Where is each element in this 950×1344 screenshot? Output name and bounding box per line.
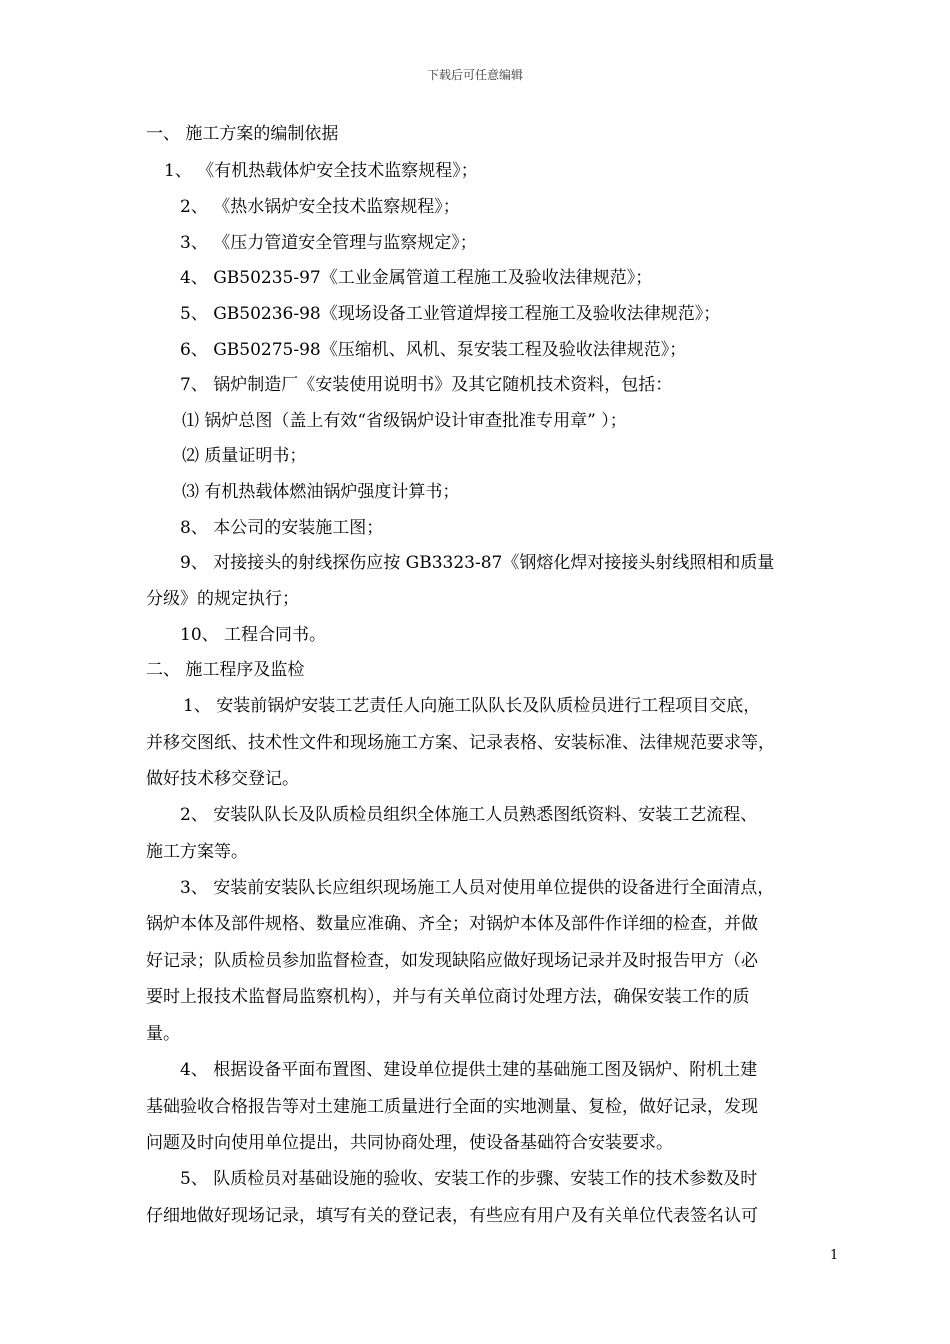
sub-list-item: ⑶ 有机热载体燃油锅炉强度计算书； bbox=[182, 482, 460, 502]
list-item: 7、 锅炉制造厂《安装使用说明书》及其它随机技术资料，包括： bbox=[180, 375, 673, 395]
paragraph-line: 2、 安装队队长及队质检员组织全体施工人员熟悉图纸资料、安装工艺流程、 bbox=[180, 805, 758, 825]
list-item: 9、 对接接头的射线探伤应按 GB3323-87《钢熔化焊对接接头射线照相和质量 bbox=[180, 553, 775, 573]
list-item: 5、 GB50236-98《现场设备工业管道焊接工程施工及验收法律规范》； bbox=[180, 304, 721, 324]
list-item: 10、 工程合同书。 bbox=[180, 625, 327, 645]
section-heading: 二、 施工程序及监检 bbox=[146, 660, 305, 680]
paragraph-line: 好记录；队质检员参加监督检查，如发现缺陷应做好现场记录并及时报告甲方（必 bbox=[146, 951, 758, 971]
paragraph-line: 基础验收合格报告等对土建施工质量进行全面的实地测量、复检，做好记录，发现 bbox=[146, 1097, 758, 1117]
paragraph-line: 锅炉本体及部件规格、数量应准确、齐全；对锅炉本体及部件作详细的检查，并做 bbox=[146, 914, 758, 934]
list-item: 6、 GB50275-98《压缩机、风机、泵安装工程及验收法律规范》； bbox=[180, 340, 687, 360]
list-item: 2、 《热水锅炉安全技术监察规程》； bbox=[180, 197, 460, 217]
paragraph-line: 3、 安装前安装队长应组织现场施工人员对使用单位提供的设备进行全面清点， bbox=[180, 878, 775, 898]
list-item: 8、 本公司的安装施工图； bbox=[180, 518, 384, 538]
paragraph-line: 要时上报技术监督局监察机构），并与有关单位商讨处理方法，确保安装工作的质 bbox=[146, 987, 750, 1007]
sub-list-item: ⑴ 锅炉总图（盖上有效“省级锅炉设计审查批准专用章” ）； bbox=[182, 411, 627, 431]
list-item: 3、 《压力管道安全管理与监察规定》； bbox=[180, 233, 477, 253]
list-item: 1、 《有机热载体炉安全技术监察规程》； bbox=[164, 161, 478, 181]
list-item: 4、 GB50235-97《工业金属管道工程施工及验收法律规范》； bbox=[180, 268, 653, 288]
paragraph-line: 仔细地做好现场记录，填写有关的登记表，有些应有用户及有关单位代表签名认可 bbox=[146, 1206, 758, 1226]
paragraph-line: 量。 bbox=[146, 1024, 180, 1044]
sub-list-item: ⑵ 质量证明书； bbox=[182, 446, 307, 466]
paragraph-line: 问题及时向使用单位提出，共同协商处理，使设备基础符合安装要求。 bbox=[146, 1133, 673, 1153]
page-number: 1 bbox=[830, 1248, 839, 1263]
paragraph-line: 5、 队质检员对基础设施的验收、安装工作的步骤、安装工作的技术参数及时 bbox=[180, 1169, 758, 1189]
paragraph-line: 4、 根据设备平面布置图、建设单位提供土建的基础施工图及锅炉、附机土建 bbox=[180, 1060, 758, 1080]
paragraph-line: 分级》的规定执行； bbox=[146, 589, 299, 609]
paragraph-line: 1、 安装前锅炉安装工艺责任人向施工队队长及队质检员进行工程项目交底， bbox=[183, 696, 761, 716]
paragraph-line: 施工方案等。 bbox=[146, 842, 248, 862]
page-header: 下载后可任意编辑 bbox=[426, 68, 523, 82]
section-heading: 一、 施工方案的编制依据 bbox=[146, 124, 339, 144]
paragraph-line: 做好技术移交登记。 bbox=[146, 769, 299, 789]
paragraph-line: 并移交图纸、技术性文件和现场施工方案、记录表格、安装标准、法律规范要求等， bbox=[146, 733, 775, 753]
